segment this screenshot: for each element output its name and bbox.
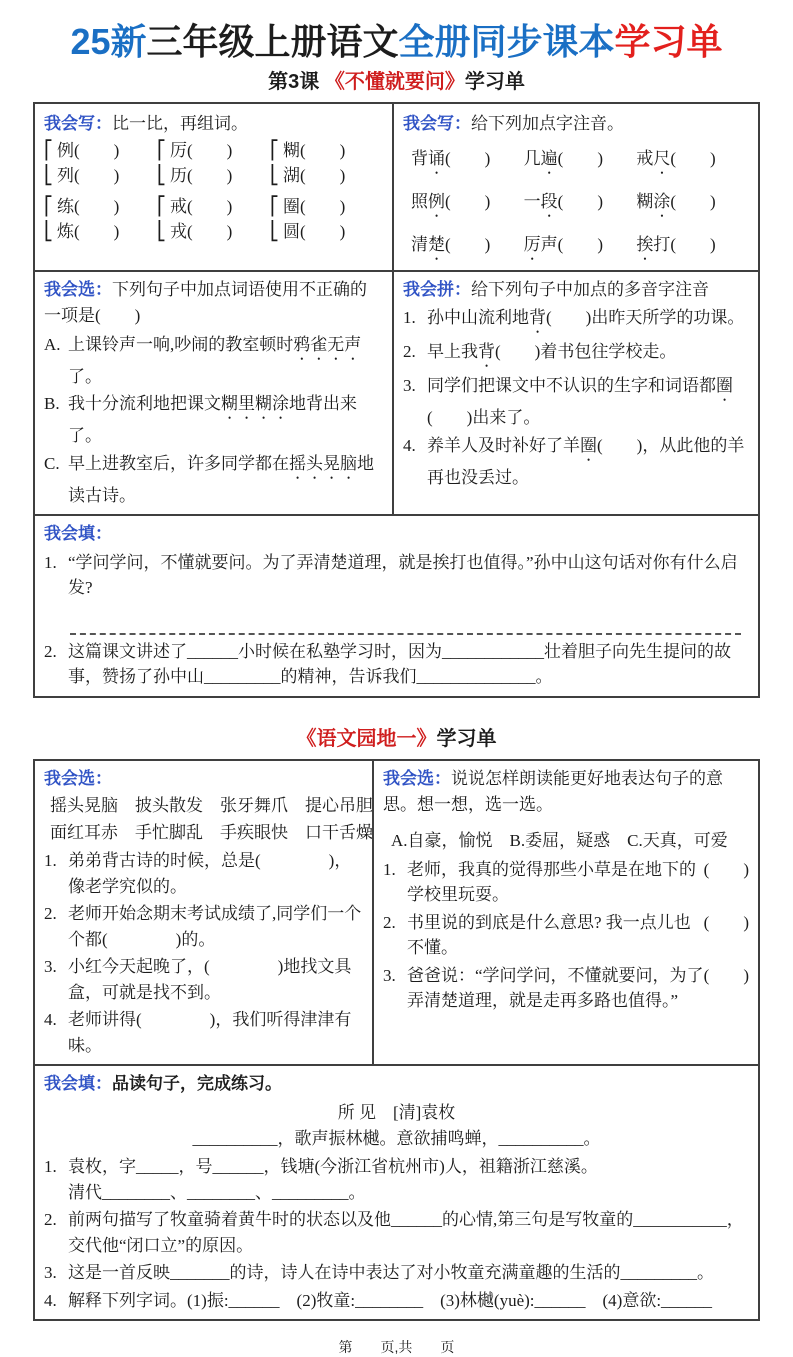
pinyin-sentence-section	[392, 272, 758, 514]
pair-char: 厉	[170, 141, 187, 160]
section-prompt: 品读句子，完成练习。	[112, 1074, 282, 1094]
choose-section	[35, 272, 392, 514]
section-label: 我会选：	[383, 768, 451, 788]
question-item: 3. 同学们把课文中不认识的生字和词语都圈( )出来了。	[403, 376, 733, 428]
garden-table	[33, 759, 760, 1322]
answer-paren: ( )	[300, 166, 346, 185]
question-item: 4. 养羊人及时补好了羊圈( )，从此他的羊再也没丢过。	[403, 435, 745, 487]
bracket-bottom-icon: ⎣	[270, 221, 279, 242]
page-title	[33, 14, 760, 65]
bracket-top-icon: ⎡	[157, 196, 166, 217]
choice-option: A. 上课铃声一响,吵闹的教室顿时鸦雀无声了。	[44, 334, 362, 386]
bracket-bottom-icon: ⎣	[44, 165, 53, 186]
answer-paren: ( )	[74, 166, 120, 185]
choice-option: C. 早上进教室后，许多同学都在摇头晃脑地读古诗。	[44, 453, 374, 505]
question-item: 3. 这是一首反映_______的诗，诗人在诗中表达了对小牧童充满童趣的生活的_________。	[44, 1263, 714, 1283]
pinyin-word: 几遍( )	[523, 149, 603, 168]
garden-title-rest: 学习单	[436, 727, 497, 750]
section-prompt: 下列句子中加点词语使用不正确的一项是( )	[44, 280, 367, 326]
poem-line: __________，歌声振林樾。意欲捕鸣蝉，__________。	[192, 1128, 601, 1148]
question-item: 2. 早上我背( )着书包往学校走。	[403, 342, 677, 362]
write-compare-section	[35, 104, 392, 270]
pinyin-word: 照例( )	[411, 192, 491, 211]
question-item: 2. ( ) 书里说的到底是什么意思? 我一点儿也不懂。	[383, 912, 749, 958]
pinyin-word: 一段( )	[523, 192, 603, 211]
question-item: 1. 弟弟背古诗的时候，总是( )，像老学究似的。	[44, 851, 352, 896]
section-head	[44, 109, 383, 134]
garden-reading-section	[372, 761, 758, 1065]
word-pair	[157, 138, 270, 188]
answer-paren: ( )	[74, 222, 120, 241]
word-pair	[270, 194, 383, 244]
section-label: 我会填：	[44, 1074, 112, 1094]
answer-paren: ( )	[187, 141, 233, 160]
question-item: 2. 老师开始念期末考试成绩了,同学们一个个都( )的。	[44, 904, 362, 949]
pair-char: 湖	[283, 166, 300, 185]
pair-char: 列	[57, 166, 74, 185]
pinyin-word: 糊涂( )	[636, 192, 716, 211]
pair-char: 历	[170, 166, 187, 185]
bracket-top-icon: ⎡	[270, 140, 279, 161]
section-label: 我会填：	[44, 524, 112, 544]
word-pair	[44, 194, 157, 244]
section-head	[403, 109, 749, 134]
section-head	[383, 766, 749, 819]
poem-title: 所 见 [清]袁枚	[337, 1102, 456, 1122]
subtitle-part-1: 第3课	[268, 71, 325, 93]
question-item: 2. 前两句描写了牧童骑着黄牛时的状态以及他______的心情,第三句是写牧童的___________， 交代他“闭口立”的原因。	[44, 1210, 744, 1255]
answer-blank-line	[70, 609, 741, 635]
bracket-bottom-icon: ⎣	[270, 165, 279, 186]
mood-options-line: A.自豪，愉悦 B.委屈，疑惑 C.天真，可爱	[391, 831, 728, 851]
question-item: 1. “学问学问，不懂就要问。为了弄清楚道理，就是挨打也值得。”孙中山这句话对你有什么启发?	[44, 552, 738, 598]
section-head	[44, 277, 383, 330]
question-item: 4. 解释下列字词。(1)振:______ (2)牧童:________ (3)林樾(yuè):______ (4)意欲:______	[44, 1290, 713, 1310]
word-pair	[44, 138, 157, 188]
word-pair	[270, 138, 383, 188]
pair-char: 圆	[283, 222, 300, 241]
answer-paren: ( )	[74, 197, 120, 216]
section-head	[44, 1071, 749, 1097]
pinyin-word-grid	[411, 144, 749, 264]
subtitle-part-2: 《不懂就要问》	[324, 71, 465, 93]
pair-char: 炼	[57, 222, 74, 241]
word-bank-line: 面红耳赤 手忙脚乱 手疾眼快 口干舌燥	[50, 823, 373, 843]
pair-char: 糊	[283, 141, 300, 160]
bracket-top-icon: ⎡	[270, 196, 279, 217]
section-label: 我会写：	[403, 114, 471, 133]
answer-paren: ( )	[300, 222, 346, 241]
title-part-3: 全册同步课本	[398, 21, 615, 62]
subtitle-part-3: 学习单	[464, 71, 525, 93]
section-label: 我会选：	[44, 280, 112, 299]
section-label: 我会拼：	[403, 280, 471, 299]
section-label: 我会写：	[44, 114, 112, 133]
question-item: 1. 孙中山流利地背( )出昨天所学的功课。	[403, 308, 745, 328]
question-item: 4. 老师讲得( )，我们听得津津有味。	[44, 1010, 352, 1055]
pinyin-word: 戒尺( )	[636, 149, 716, 168]
question-item: 3. ( ) 爸爸说：“学问学问，不懂就要问，为了弄清楚道理，就是走再多路也值得。”	[383, 965, 749, 1011]
pinyin-word: 背诵( )	[411, 149, 491, 168]
answer-paren: ( )	[300, 197, 346, 216]
bracket-top-icon: ⎡	[44, 196, 53, 217]
question-item: 3. 小红今天起晚了，( )地找文具盒，可就是找不到。	[44, 957, 352, 1002]
section-head	[403, 277, 749, 303]
lesson-subtitle	[33, 65, 760, 94]
bracket-bottom-icon: ⎣	[157, 165, 166, 186]
section-prompt: 给下列加点字注音。	[471, 114, 624, 133]
pinyin-word: 挨打( )	[636, 235, 716, 254]
answer-paren: ( )	[187, 166, 233, 185]
word-pair	[157, 194, 270, 244]
section-label: 我会选：	[44, 768, 112, 788]
pinyin-word: 清楚( )	[411, 235, 491, 254]
word-bank-line: 摇头晃脑 披头散发 张牙舞爪 提心吊胆	[50, 795, 373, 815]
page-number-footer: 第 页,共 页	[338, 1339, 455, 1356]
pair-char: 练	[57, 197, 74, 216]
garden-section-title	[33, 722, 760, 751]
title-part-4: 学习单	[614, 21, 723, 62]
bracket-top-icon: ⎡	[44, 140, 53, 161]
answer-paren: ( )	[300, 141, 346, 160]
answer-paren: ( )	[187, 222, 233, 241]
question-item: 1. 袁枚，字_____，号______，钱塘(今浙江省杭州市)人，祖籍浙江慈溪。 清代________、________、_________。	[44, 1157, 598, 1202]
pinyin-word: 厉声( )	[523, 235, 603, 254]
garden-choose-section	[35, 761, 372, 1065]
question-item: 2. 这篇课文讲述了______小时候在私塾学习时，因为____________壮着胆子向先生提问的故事，赞扬了孙中山_________的精神，告诉我们______________。	[44, 641, 731, 687]
bracket-bottom-icon: ⎣	[44, 221, 53, 242]
bracket-bottom-icon: ⎣	[157, 221, 166, 242]
pair-char: 戒	[170, 197, 187, 216]
pair-char: 例	[57, 141, 74, 160]
garden-title-book: 《语文园地一》	[296, 727, 437, 750]
section-head	[44, 521, 749, 547]
section-prompt: 比一比，再组词。	[112, 114, 248, 133]
section-prompt: 说说怎样朗读能更好地表达句子的意思。想一想，选一选。	[383, 768, 723, 814]
pair-char: 戎	[170, 222, 187, 241]
word-pair-grid	[44, 138, 383, 244]
choice-option: B. 我十分流利地把课文糊里糊涂地背出来了。	[44, 394, 357, 446]
fill-section	[35, 516, 758, 695]
pair-char: 圈	[283, 197, 300, 216]
lesson-table	[33, 102, 760, 698]
section-prompt: 给下列句子中加点的多音字注音	[471, 280, 709, 299]
write-pinyin-section	[392, 104, 758, 270]
bracket-top-icon: ⎡	[157, 140, 166, 161]
title-part-2: 三年级上册语文	[146, 21, 399, 62]
worksheet-page	[0, 14, 793, 1357]
garden-fill-section	[35, 1066, 758, 1319]
answer-paren: ( )	[187, 197, 233, 216]
section-head	[44, 766, 363, 792]
title-part-1: 25新	[70, 21, 147, 62]
question-item: 1. ( ) 老师，我真的觉得那些小草是在地下的学校里玩耍。	[383, 859, 749, 905]
answer-paren: ( )	[74, 141, 120, 160]
